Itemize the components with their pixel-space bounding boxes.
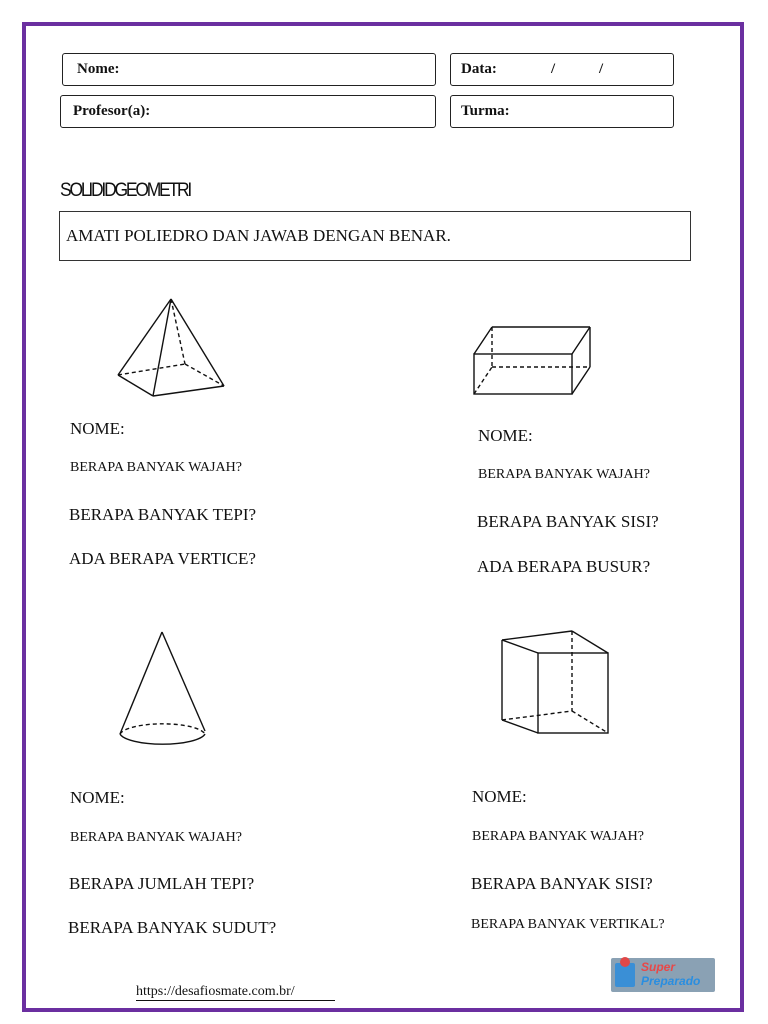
card-3-question-1: BERAPA BANYAK WAJAH? <box>70 830 242 845</box>
date-field[interactable] <box>450 53 674 86</box>
card-4-name-label: NOME: <box>472 787 527 806</box>
card-4-question-2: BERAPA BANYAK SISI? <box>471 874 653 893</box>
date-label: Data: <box>461 61 497 77</box>
class-label: Turma: <box>461 103 510 119</box>
card-4-question-1: BERAPA BANYAK WAJAH? <box>472 829 644 844</box>
logo-line-2: Preparado <box>641 974 701 988</box>
instruction-text: AMATI POLIEDRO DAN JAWAB DENGAN BENAR. <box>66 226 451 245</box>
cone-icon <box>112 628 212 754</box>
card-1-question-3: ADA BERAPA VERTICE? <box>69 549 256 568</box>
card-4-question-3: BERAPA BANYAK VERTIKAL? <box>471 917 665 932</box>
name-label: Nome: <box>77 61 120 77</box>
card-3-question-3: BERAPA BANYAK SUDUT? <box>68 918 277 937</box>
logo-line-1: Super <box>641 960 676 974</box>
card-3-question-2: BERAPA JUMLAH TEPI? <box>69 874 255 893</box>
source-link[interactable]: https://desafiosmate.com.br/ <box>136 984 335 1001</box>
card-1-question-2: BERAPA BANYAK TEPI? <box>69 505 257 524</box>
card-3-name-label: NOME: <box>70 788 125 807</box>
instruction-box <box>59 211 691 261</box>
professor-label: Profesor(a): <box>73 103 151 119</box>
rectangular-prism-icon <box>470 320 600 400</box>
date-separator-2: / <box>599 61 604 77</box>
gift-box-icon <box>615 963 635 987</box>
date-separator-1: / <box>551 61 556 77</box>
professor-field[interactable] <box>60 95 436 128</box>
card-2-question-3: ADA BERAPA BUSUR? <box>477 557 651 576</box>
card-2-name-label: NOME: <box>478 426 533 445</box>
card-2-question-1: BERAPA BANYAK WAJAH? <box>478 467 650 482</box>
name-field[interactable] <box>62 53 436 86</box>
class-field[interactable] <box>450 95 674 128</box>
cube-icon <box>496 626 616 741</box>
card-2-question-2: BERAPA BANYAK SISI? <box>477 512 659 531</box>
worksheet-title: SOLIDIDGEOMETRI <box>60 180 191 201</box>
square-pyramid-icon <box>112 295 232 405</box>
brand-logo <box>611 958 715 992</box>
card-1-name-label: NOME: <box>70 419 125 438</box>
card-1-question-1: BERAPA BANYAK WAJAH? <box>70 460 242 475</box>
